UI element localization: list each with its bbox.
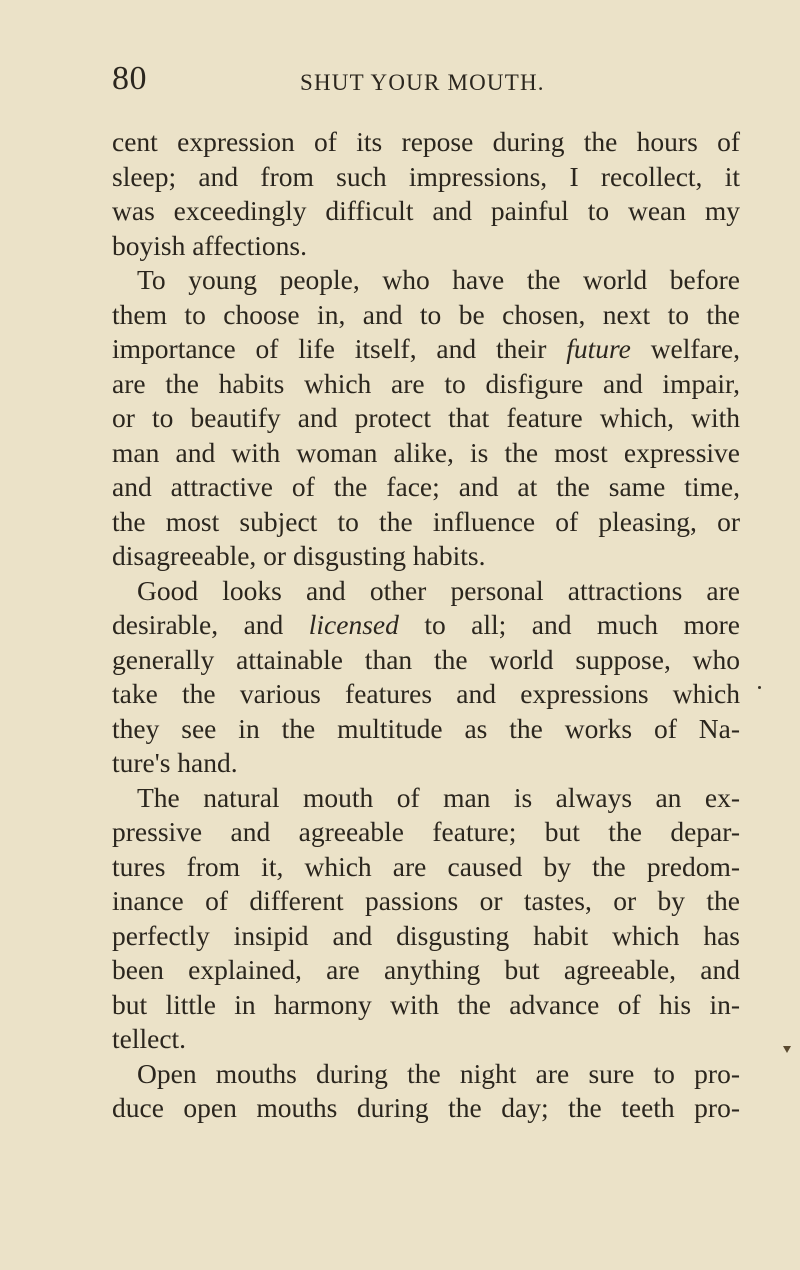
text-run: desirable, and [112, 609, 309, 640]
text-line: pressive and agreeable feature; but the depar- [112, 816, 740, 847]
text-line: generally attainable than the world suppose, who [112, 643, 740, 675]
text-line [112, 608, 740, 643]
text-run: welfare, [630, 333, 740, 364]
running-head [112, 60, 740, 100]
margin-mark [783, 1046, 791, 1053]
text-line: tures from it, which are caused by the predom- [112, 850, 740, 882]
text-line [112, 332, 740, 367]
text-line: man and with woman alike, is the most expressive [112, 436, 740, 468]
text-line: perfectly insipid and disgusting habit which has [112, 919, 740, 951]
text-line: The natural mouth of man is always an ex- [137, 781, 740, 813]
text-run: to all; and much more [398, 609, 740, 640]
italic-word: future [566, 333, 631, 364]
text-run: importance of life itself, and their [112, 333, 567, 364]
text-line: are the habits which are to disfigure and impair, [112, 367, 740, 399]
text-line: take the various features and expressions which [112, 678, 740, 709]
text-line: and attractive of the face; and at the same time, [112, 471, 740, 502]
text-line: To young people, who have the world before [137, 264, 740, 295]
text-line: disagreeable, or disgusting habits. [112, 540, 486, 571]
text-line: was exceedingly difficult and painful to wean my [112, 195, 740, 226]
text-line: Good looks and other personal attractions are [137, 574, 740, 606]
text-line: they see in the multitude as the works of Na- [112, 712, 740, 744]
text-line: boyish affections. [112, 229, 308, 261]
text-line: inance of different passions or tastes, or by the [112, 885, 740, 916]
body-text [112, 125, 740, 1126]
page-number: 80 [112, 60, 147, 97]
italic-word: licensed [308, 609, 399, 640]
text-line: the most subject to the influence of pleasing, or [112, 505, 740, 537]
text-line: ture's hand. [112, 747, 238, 778]
text-line: but little in harmony with the advance of his in- [112, 988, 740, 1020]
text-line: them to choose in, and to be chosen, next to the [112, 298, 740, 330]
text-line: cent expression of its repose during the hours of [112, 126, 740, 157]
margin-dot [758, 686, 761, 689]
text-line: been explained, are anything but agreeable, and [112, 954, 740, 985]
text-line: or to beautify and protect that feature which, with [112, 402, 740, 433]
text-line: duce open mouths during the day; the teeth pro- [112, 1092, 740, 1123]
text-line: tellect. [112, 1023, 187, 1054]
text-line: Open mouths during the night are sure to pro- [137, 1057, 740, 1089]
text-line: sleep; and from such impressions, I recollect, it [112, 160, 740, 192]
running-title: SHUT YOUR MOUTH. [300, 70, 545, 95]
